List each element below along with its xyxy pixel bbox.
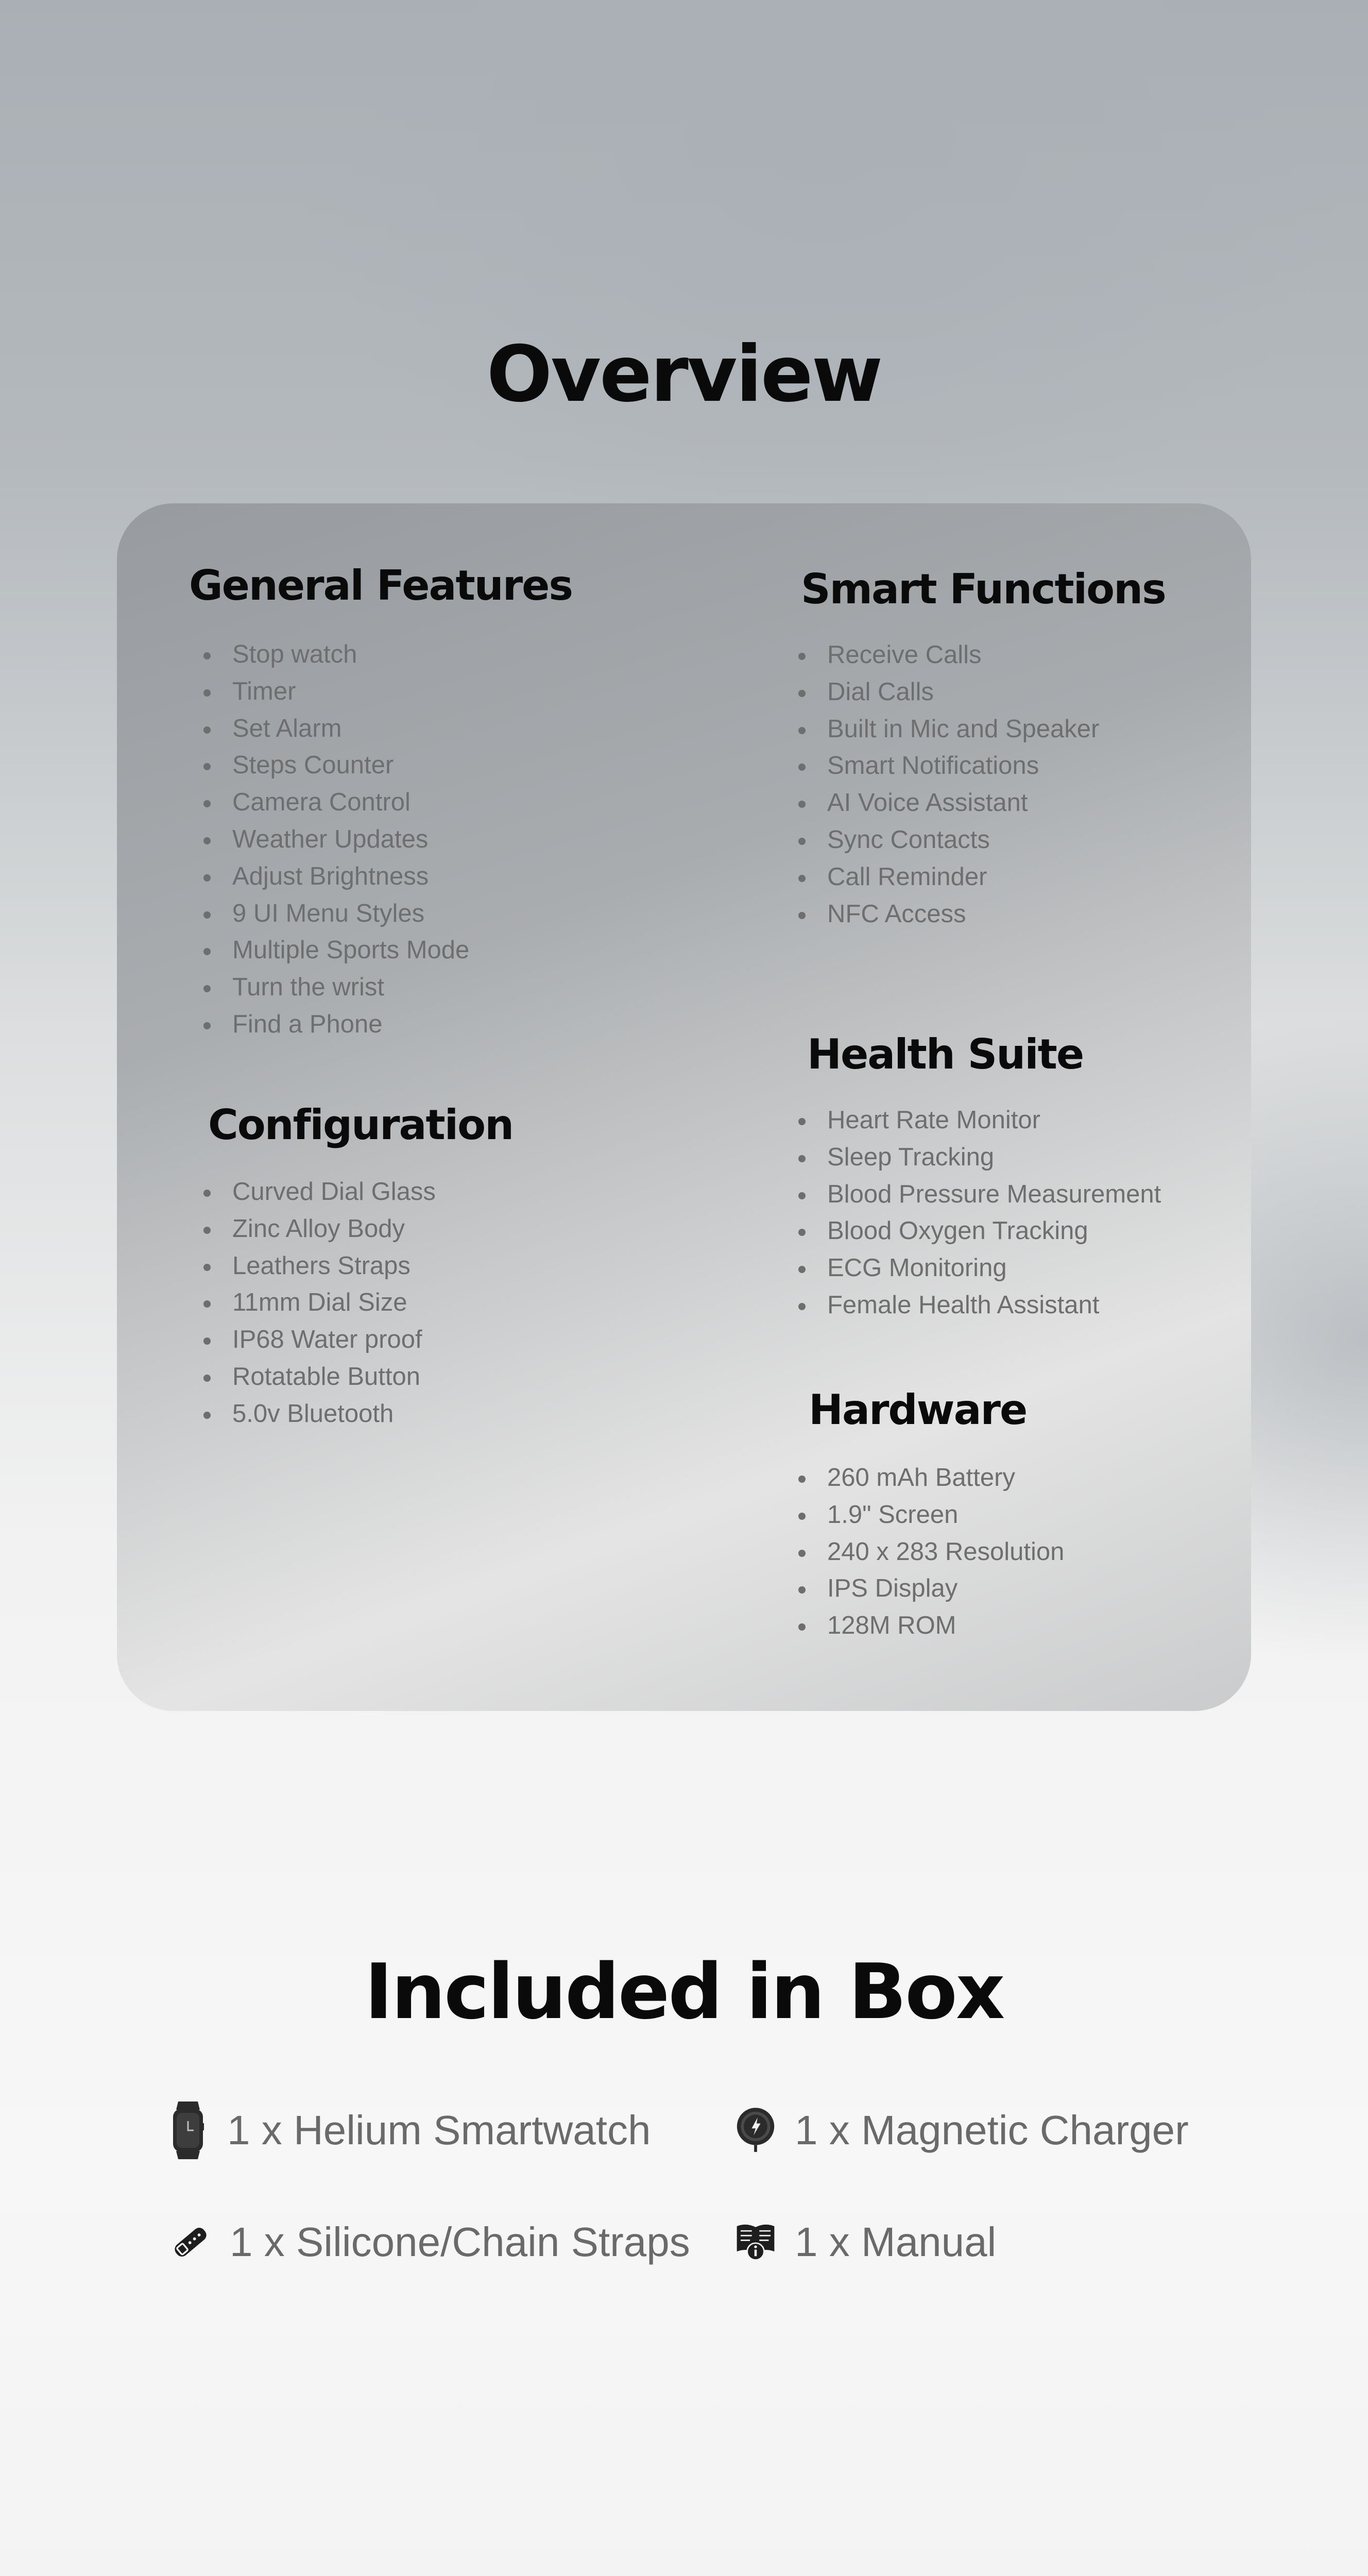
- box-item-label: 1 x Manual: [795, 2219, 997, 2265]
- box-item-straps: [170, 2214, 690, 2270]
- list-item: AI Voice Assistant: [794, 785, 1166, 822]
- list-item: Camera Control: [199, 784, 572, 821]
- list-item: Turn the wrist: [199, 969, 572, 1006]
- configuration-section: [208, 1101, 513, 1433]
- list-item: 128M ROM: [794, 1607, 1064, 1645]
- list-item: 5.0v Bluetooth: [199, 1396, 513, 1433]
- general-features-section: [189, 562, 572, 1043]
- list-item: NFC Access: [794, 896, 1166, 933]
- box-item-label: 1 x Magnetic Charger: [795, 2107, 1189, 2153]
- list-item: Find a Phone: [199, 1006, 572, 1043]
- smart-functions-heading: Smart Functions: [801, 565, 1166, 613]
- general-features-list: [199, 636, 572, 1043]
- list-item: Female Health Assistant: [794, 1287, 1161, 1324]
- list-item: 11mm Dial Size: [199, 1284, 513, 1321]
- list-item: Receive Calls: [794, 637, 1166, 674]
- list-item: Timer: [199, 673, 572, 710]
- charger-icon: [735, 2102, 776, 2159]
- smart-functions-list: [794, 637, 1166, 933]
- list-item: Set Alarm: [199, 710, 572, 748]
- health-suite-heading: Health Suite: [807, 1030, 1084, 1078]
- list-item: Blood Pressure Measurement: [794, 1176, 1161, 1213]
- health-suite-section: [807, 1030, 1161, 1324]
- list-item: Call Reminder: [794, 859, 1166, 896]
- smartwatch-icon: [167, 2102, 209, 2159]
- list-item: Zinc Alloy Body: [199, 1211, 513, 1248]
- included-in-box-title: Included in Box: [364, 1947, 1004, 2036]
- list-item: 9 UI Menu Styles: [199, 895, 572, 933]
- list-item: ECG Monitoring: [794, 1250, 1161, 1287]
- list-item: Sync Contacts: [794, 822, 1166, 859]
- health-suite-list: [794, 1102, 1161, 1324]
- configuration-list: [199, 1174, 513, 1433]
- list-item: Rotatable Button: [199, 1359, 513, 1396]
- list-item: Adjust Brightness: [199, 858, 572, 895]
- general-features-heading: General Features: [189, 562, 573, 609]
- list-item: Stop watch: [199, 636, 572, 673]
- box-item-label: 1 x Silicone/Chain Straps: [230, 2219, 690, 2265]
- manual-icon: [735, 2214, 776, 2270]
- list-item: Leathers Straps: [199, 1248, 513, 1285]
- configuration-heading: Configuration: [208, 1101, 514, 1149]
- hardware-section: [809, 1386, 1064, 1645]
- list-item: Steps Counter: [199, 747, 572, 784]
- list-item: IP68 Water proof: [199, 1321, 513, 1359]
- hardware-heading: Hardware: [809, 1386, 1027, 1434]
- list-item: 1.9" Screen: [794, 1497, 1064, 1534]
- list-item: Built in Mic and Speaker: [794, 711, 1166, 748]
- box-item-charger: [735, 2102, 1189, 2159]
- list-item: Smart Notifications: [794, 748, 1166, 785]
- box-item-smartwatch: [167, 2102, 651, 2159]
- list-item: Blood Oxygen Tracking: [794, 1213, 1161, 1250]
- strap-icon: [170, 2214, 211, 2270]
- list-item: 260 mAh Battery: [794, 1460, 1064, 1497]
- list-item: Curved Dial Glass: [199, 1174, 513, 1211]
- hardware-list: [794, 1460, 1064, 1645]
- list-item: Multiple Sports Mode: [199, 932, 572, 969]
- list-item: 240 x 283 Resolution: [794, 1534, 1064, 1571]
- list-item: Weather Updates: [199, 821, 572, 858]
- list-item: IPS Display: [794, 1570, 1064, 1607]
- list-item: Dial Calls: [794, 674, 1166, 711]
- list-item: Sleep Tracking: [794, 1139, 1161, 1176]
- box-item-manual: [735, 2214, 996, 2270]
- box-item-label: 1 x Helium Smartwatch: [227, 2107, 651, 2153]
- smart-functions-section: [801, 565, 1166, 933]
- overview-title: Overview: [486, 330, 882, 419]
- list-item: Heart Rate Monitor: [794, 1102, 1161, 1139]
